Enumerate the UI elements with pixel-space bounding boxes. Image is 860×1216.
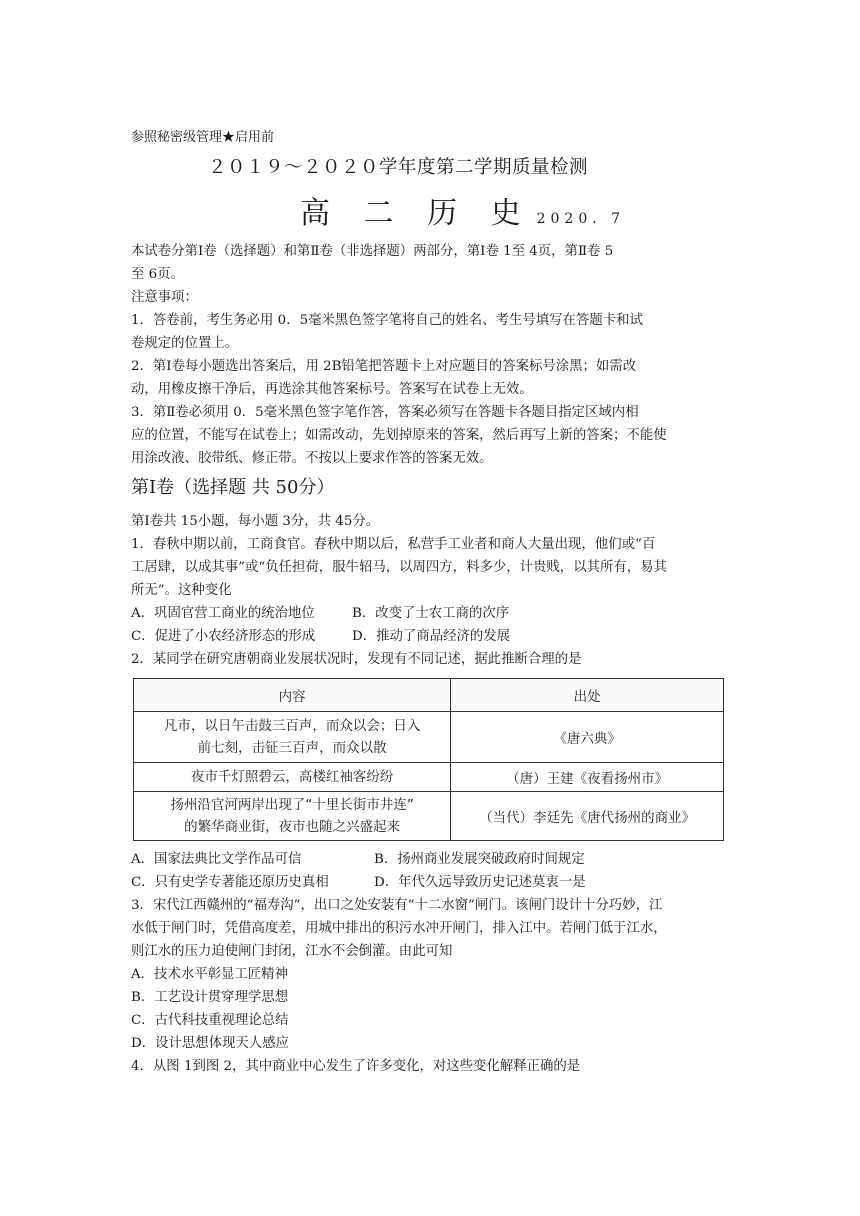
intro-line: 至 6页。 [131, 267, 184, 282]
option-d: D．年代久远导致历史记述莫衷一是 [374, 875, 586, 890]
table-cell-source: 《唐六典》 [451, 712, 724, 763]
notice-item: 用涂改液、胶带纸、修正带。不按以上要求作答的答案无效。 [131, 451, 493, 466]
intro-line: 本试卷分第Ⅰ卷（选择题）和第Ⅱ卷（非选择题）两部分，第Ⅰ卷 1至 4页，第Ⅱ卷 5 [131, 244, 614, 259]
exam-date: 2020. 7 [536, 211, 626, 227]
notice-item: 3．第Ⅱ卷必须用 0．5毫米黑色签字笔作答，答案必须写在答题卡各题目指定区域内相 [131, 405, 639, 420]
option-d: D．推动了商品经济的发展 [352, 629, 511, 644]
question-stem: 3．宋代江西赣州的“福寿沟”，出口之处安装有“十二水窗”闸门。该闸门设计十分巧妙，江 [131, 898, 663, 913]
notice-item: 2．第Ⅰ卷每小题选出答案后，用 2B铅笔把答题卡上对应题目的答案标号涂黑；如需改 [131, 359, 637, 374]
source-table [133, 678, 724, 841]
option-a: A．技术水平彰显工匠精神 [131, 967, 288, 982]
option-a: A．国家法典比文学作品可信 [131, 852, 302, 867]
table-row [134, 792, 724, 841]
option-b: B．工艺设计贯穿理学思想 [131, 990, 289, 1005]
option-b: B．扬州商业发展突破政府时间规定 [374, 852, 585, 867]
table-cell-content [134, 792, 451, 841]
cell-line: 的繁华商业街，夜市也随之兴盛起来 [184, 819, 401, 835]
cell-line: 凡市，以日午击鼓三百声，而众以会；日入 [163, 718, 421, 734]
question-stem: 4．从图 1到图 2，其中商业中心发生了许多变化，对这些变化解释正确的是 [131, 1059, 581, 1074]
section-desc: 第Ⅰ卷共 15小题，每小题 3分，共 45分。 [131, 514, 380, 529]
table-cell-source: （唐）王建《夜看扬州市》 [451, 763, 724, 792]
cell-line: 前七刻，击钲三百声，而众以散 [197, 740, 387, 756]
table-row [134, 763, 724, 792]
option-d: D．设计思想体现天人感应 [131, 1036, 290, 1051]
section-title: 第Ⅰ卷（选择题 共 50分） [131, 477, 335, 498]
option-c: C．古代科技重视理论总结 [131, 1013, 289, 1028]
question-stem: 则江水的压力迫使闸门封闭，江水不会倒灌。由此可知 [131, 944, 453, 959]
notice-title: 注意事项： [131, 290, 198, 305]
cell-line: 扬州沿官河两岸出现了“十里长街市井连” [170, 797, 414, 813]
table-header-content: 内容 [134, 679, 451, 712]
option-c: C．只有史学专著能还原历史真相 [131, 875, 329, 890]
main-title [300, 196, 625, 237]
question-stem: 1．春秋中期以前，工商食官。春秋中期以后，私营手工业者和商人大量出现，他们或“百 [131, 537, 656, 552]
table-header-row [134, 679, 724, 712]
table-row [134, 712, 724, 763]
notice-item: 1．答卷前，考生务必用 0．5毫米黑色签字笔将自己的姓名、考生号填写在答题卡和试 [131, 313, 643, 328]
table-cell-source: （当代）李廷先《唐代扬州的商业》 [451, 792, 724, 841]
subject-title: 高 二 历 史 [300, 196, 533, 231]
option-b: B．改变了士农工商的次序 [352, 606, 510, 621]
notice-item: 动，用橡皮擦干净后，再选涂其他答案标号。答案写在试卷上无效。 [131, 382, 533, 397]
notice-item: 卷规定的位置上。 [131, 336, 239, 351]
table-cell-content: 夜市千灯照碧云，高楼红袖客纷纷 [134, 763, 451, 792]
secret-label: 参照秘密级管理★启用前 [131, 130, 275, 145]
table-header-source: 出处 [451, 679, 724, 712]
question-stem: 工居肆，以成其事”或“负任担荷，服牛轺马，以周四方，料多少，计贵贱，以其所有，易其 [131, 560, 667, 575]
notice-item: 应的位置，不能写在试卷上；如需改动，先划掉原来的答案，然后再写上新的答案；不能使 [131, 428, 667, 443]
year-title: ２０１９～２０２０学年度第二学期质量检测 [208, 157, 589, 178]
table-cell-content [134, 712, 451, 763]
option-a: A．巩固官营工商业的统治地位 [131, 606, 315, 621]
question-stem: 2．某同学在研究唐朝商业发展状况时，发现有不同记述，据此推断合理的是 [131, 652, 582, 667]
question-stem: 所无”。这种变化 [131, 583, 232, 598]
question-stem: 水低于闸门时，凭借高度差，用城中排出的积污水冲开闸门，排入江中。若闸门低于江水， [131, 921, 667, 936]
option-c: C．促进了小农经济形态的形成 [131, 629, 316, 644]
